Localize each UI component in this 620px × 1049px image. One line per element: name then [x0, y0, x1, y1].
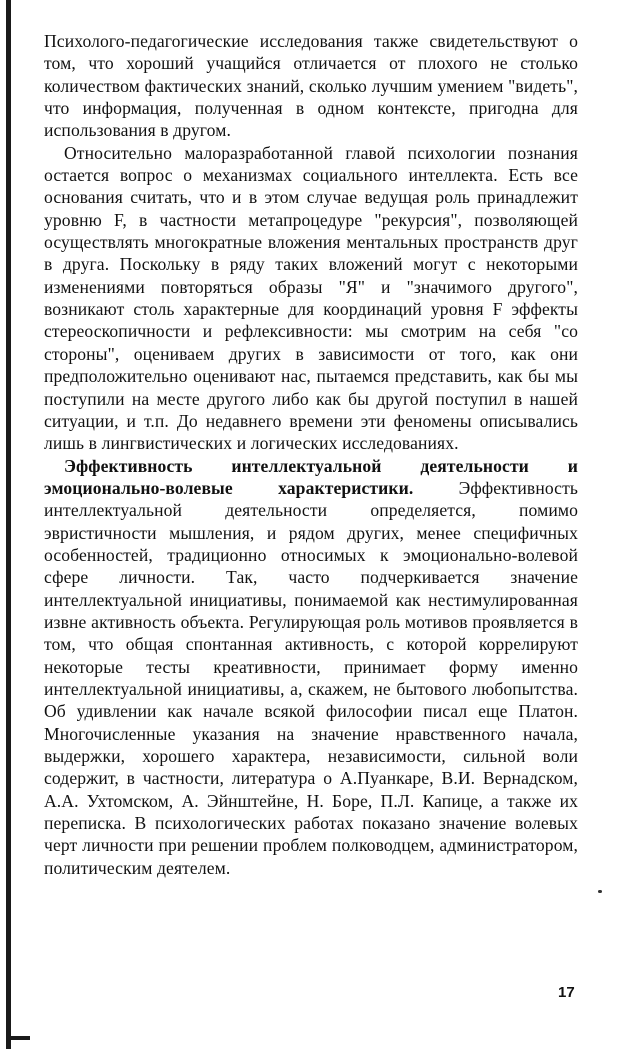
paragraph-3-text: Эффективность интеллектуальной деятельности определяется, помимо эвристичности мышления, и рядом других, менее специфичных особенностей, традиционно относимых к эмоционально-волевой сфере личности. Так, часто подчеркивается значение интеллектуальной инициативы, понимаемой как нестимулированная извне активность объекта. Регулирующая роль мотивов проявляется в том, что общая спонтанная активность, с которой коррелируют некоторые тесты креативности, принимает форму именно интеллектуальной инициативы, а, скажем, не бытового любопытства. Об удивлении как начале всякой философии писал еще Платон. Многочисленные указания на значение нравственного начала, выдержки, хорошего характера, независимости, сильной воли содержит, в частности, литература о А.Пуанкаре, В.И. Вернадском, А.А. Ухтомском, А. Эйнштейне, Н. Боре, П.Л. Капице, а также их переписка. В психологических работах показано значение волевых черт личности при решении проблем полководцем, администратором, политическим деятелем. — [44, 477, 578, 878]
page-number: 17 — [558, 984, 575, 1001]
paragraph-2-text: Относительно малоразработанной главой психологии познания остается вопрос о механизмах социального интеллекта. Есть все основания считать, что и в этом случае ведущая роль принадлежит уровню F, в частности метапроцедуре "рекурсия", позволяющей осуществлять многократные вложения ментальных пространств друг в друга. Поскольку в ряду таких вложений могут с некоторыми изменениями повторяться образы "Я" и "значимого другого", возникают столь характерные для координаций уровня F эффекты стереоскопичности и рефлексивности: мы смотрим на себя "со стороны", оцениваем других в зависимости от того, как они предположительно оценивают нас, пытаемся представить, как бы мы поступили на месте другого либо как бы другой поступил в нашей ситуации, и т.п. До недавнего времени эти феномены описывались лишь в лингвистических и логических исследованиях. — [44, 142, 578, 454]
body-text — [44, 30, 578, 879]
page-binding-corner — [6, 1036, 30, 1040]
paragraph-1 — [44, 30, 578, 142]
section-heading: Эффективность интеллектуальной деятельности и эмоционально-волевые характеристики. — [44, 455, 578, 498]
page-binding-edge — [6, 0, 11, 1049]
paragraph-1-text: Психолого-педагогические исследования также свидетельствуют о том, что хороший учащийся отличается от плохого не столько количеством фактических знаний, сколько лучшим умением "видеть", что информация, полученная в одном контексте, пригодна для использования в другом. — [44, 31, 578, 141]
scan-speck — [598, 890, 602, 893]
paragraph-3 — [44, 455, 578, 880]
paragraph-2 — [44, 142, 578, 455]
